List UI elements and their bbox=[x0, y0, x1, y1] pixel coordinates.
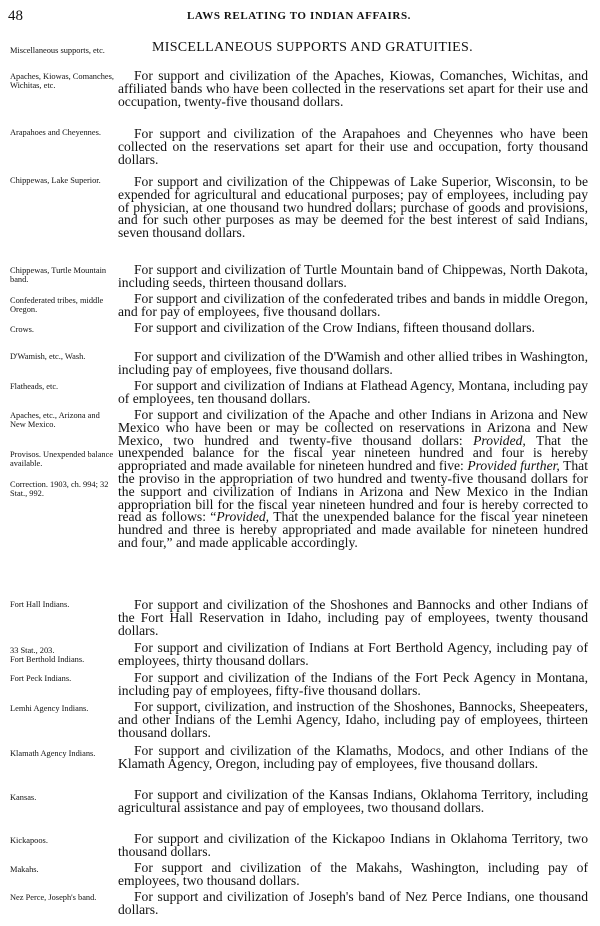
paragraph-fort-hall: For support and civilization of the Shoshones and Bannocks and other Indians of the Fort Hall Reservation in Idaho, including pay of employees, twenty thousand dollars. bbox=[118, 597, 588, 638]
side-note-apaches: Apaches, Kiowas, Comanches, Wichitas, etc. bbox=[10, 72, 114, 90]
side-note-chippewas-ls: Chippewas, Lake Superior. bbox=[10, 176, 101, 185]
side-note-correction: Correction. 1903, ch. 994; 32 Stat., 992. bbox=[10, 480, 109, 498]
paragraph-confederated: For support and civilization of the confederated tribes and bands in middle Oregon, and for pay of employees, five thousand dollars. bbox=[118, 291, 588, 319]
paragraph-dwamish: For support and civilization of the D'Wamish and other allied tribes in Washington, including pay of employees, five thousand dollars. bbox=[118, 349, 588, 377]
paragraph-makahs: For support and civilization of the Makahs, Washington, including pay of employees, two thousand dollars. bbox=[118, 860, 588, 888]
paragraph-fort-peck: For support and civilization of the Indians of the Fort Peck Agency in Montana, including pay of employees, fifty-five thousand dollars. bbox=[118, 670, 588, 698]
paragraph-klamath: For support and civilization of the Klamaths, Modocs, and other Indians of the Klamath Agency, Oregon, including pay of employees, five thousand dollars. bbox=[118, 743, 588, 771]
paragraph-fort-berthold: For support and civilization of Indians at Fort Berthold Agency, including pay of employees, thirty thousand dollars. bbox=[118, 640, 588, 668]
side-note-apaches-az: Apaches, etc., Arizona and New Mexico. bbox=[10, 411, 100, 429]
paragraph-apaches-az-part3: That the proviso in the appropriation of two hundred and twenty-five thousand dollars for the support and civilization of Indians in Arizona and New Mexico in the Indian appropriation bill for the fiscal year nineteen hundred and four is hereby corrected to read as follows: “ bbox=[118, 458, 588, 525]
side-note-confederated: Confederated tribes, middle Oregon. bbox=[10, 296, 104, 314]
section-title: MISCELLANEOUS SUPPORTS AND GRATUITIES. bbox=[152, 40, 473, 55]
proviso-further-label: Provided further, bbox=[467, 458, 560, 474]
paragraph-chippewas-ls: For support and civilization of the Chippewas of Lake Superior, Wisconsin, to be expended for agricultural and educational purposes; pay of employees, including pay of physician, at one thousand two hundred dollars; purchase of goods and provisions, and for such other purposes as may be deemed for the best interest of said Indians, seven thousand dollars. bbox=[118, 174, 588, 241]
side-note-misc: Miscellaneous supports, etc. bbox=[10, 46, 105, 55]
paragraph-arapahoes: For support and civilization of the Arapahoes and Cheyennes who have been collected on the reservations set apart for their use and occupation, forty thousand dollars. bbox=[118, 126, 588, 167]
running-head: LAWS RELATING TO INDIAN AFFAIRS. bbox=[186, 10, 412, 22]
side-note-stat-203: 33 Stat., 203. bbox=[10, 646, 55, 655]
paragraph-apaches-az-part1: For support and civilization of the Apache and other Indians in Arizona and New Mexico who have been or may be collected on reservations in Arizona and New Mexico, two hundred and twenty-five thousand dollars: bbox=[118, 407, 588, 448]
side-note-makahs: Makahs. bbox=[10, 865, 39, 874]
side-note-fort-hall: Fort Hall Indians. bbox=[10, 600, 70, 609]
side-note-chippewas-tm: Chippewas, Turtle Mountain band. bbox=[10, 266, 107, 284]
side-note-lemhi: Lemhi Agency Indians. bbox=[10, 704, 89, 713]
page-header bbox=[8, 8, 590, 28]
proviso-quoted-label: Provided, bbox=[216, 509, 270, 525]
paragraph-lemhi: For support, civilization, and instruction of the Shoshones, Bannocks, Sheepeaters, and other Indians of the Lemhi Agency, Idaho, including pay of employees, thirteen thousand dollars. bbox=[118, 699, 588, 740]
side-note-kickapoos: Kickapoos. bbox=[10, 836, 48, 845]
side-note-flatheads: Flatheads, etc. bbox=[10, 382, 59, 391]
side-note-dwamish: D'Wamish, etc., Wash. bbox=[10, 352, 86, 361]
paragraph-apaches-az bbox=[118, 409, 588, 550]
side-note-klamath: Klamath Agency Indians. bbox=[10, 749, 96, 758]
paragraph-crows: For support and civilization of the Crow Indians, fifteen thousand dollars. bbox=[134, 320, 535, 335]
side-note-arapahoes: Arapahoes and Cheyennes. bbox=[10, 128, 101, 137]
paragraph-kansas: For support and civilization of the Kansas Indians, Oklahoma Territory, including agricultural assistance and pay of employees, two thousand dollars. bbox=[118, 787, 588, 815]
paragraph-nez-perce: For support and civilization of Joseph's band of Nez Perce Indians, one thousand dollars. bbox=[118, 889, 588, 917]
paragraph-apaches: For support and civilization of the Apaches, Kiowas, Comanches, Wichitas, and affiliated bands who have been collected in the reservations set apart for their use and occupation, twenty-five thousand dollars. bbox=[118, 68, 588, 109]
paragraph-kickapoos: For support and civilization of the Kickapoo Indians in Oklahoma Territory, two thousand dollars. bbox=[118, 831, 588, 859]
page-number: 48 bbox=[8, 8, 23, 24]
paragraph-apaches-az-part4: That the unexpended balance for the fiscal year nineteen hundred and three is hereby appropriated and made available for nineteen hundred and four,” and made applicable accordingly. bbox=[118, 509, 588, 550]
side-note-fort-berthold: Fort Berthold Indians. bbox=[10, 655, 85, 664]
proviso-label: Provided, bbox=[473, 432, 526, 448]
paragraph-chippewas-tm: For support and civilization of Turtle Mountain band of Chippewas, North Dakota, including seeds, thirteen thousand dollars. bbox=[118, 262, 588, 290]
side-note-provisos: Provisos. Unexpended balance available. bbox=[10, 450, 114, 468]
paragraph-apaches-az-part2: That the unexpended balance for the fiscal year nineteen hundred and four is hereby appropriated and made available for nineteen hundred and five: bbox=[118, 432, 588, 474]
side-note-kansas: Kansas. bbox=[10, 793, 37, 802]
side-note-fort-peck: Fort Peck Indians. bbox=[10, 674, 72, 683]
paragraph-flatheads: For support and civilization of Indians at Flathead Agency, Montana, including pay of employees, ten thousand dollars. bbox=[118, 378, 588, 406]
side-note-nez-perce: Nez Perce, Joseph's band. bbox=[10, 893, 97, 902]
side-note-crows: Crows. bbox=[10, 325, 34, 334]
